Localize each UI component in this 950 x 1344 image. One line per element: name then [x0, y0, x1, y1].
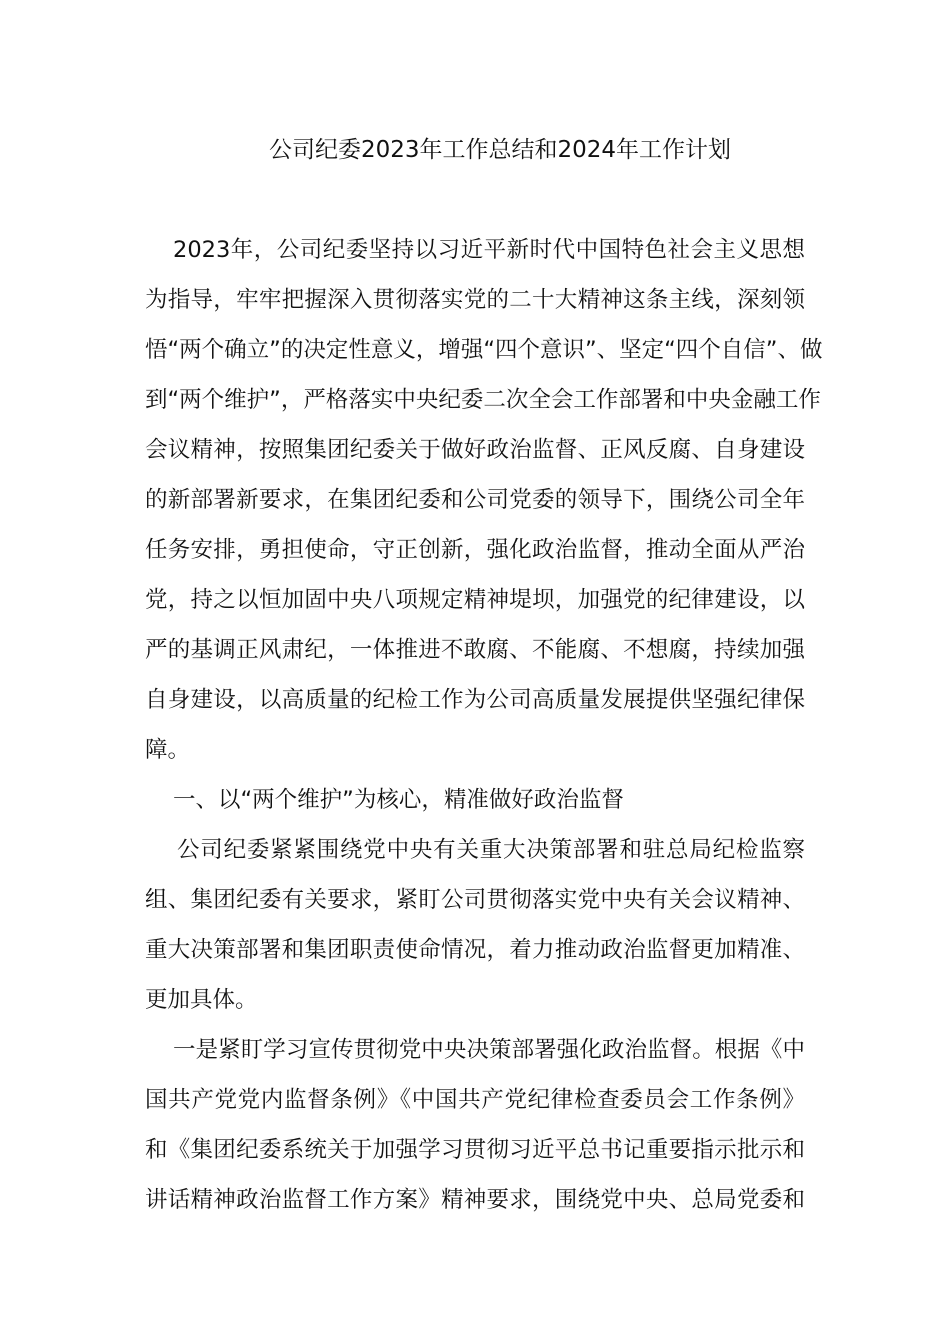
document-title: 公司纪委2023年工作总结和2024年工作计划 — [268, 137, 732, 163]
text-line: 自身建设，以高质量的纪检工作为公司高质量发展提供坚强纪律保 — [145, 687, 805, 713]
heading-line: 一、以“两个维护”为核心，精准做好政治监督 — [173, 787, 624, 813]
text-line: 讲话精神政治监督工作方案》精神要求，围绕党中央、总局党委和 — [145, 1187, 805, 1213]
text-line: 严的基调正风肃纪，一体推进不敢腐、不能腐、不想腐，持续加强 — [145, 637, 805, 663]
text-line: 一是紧盯学习宣传贯彻党中央决策部署强化政治监督。根据《中 — [173, 1037, 805, 1063]
text-line: 的新部署新要求，在集团纪委和公司党委的领导下，围绕公司全年 — [145, 487, 805, 513]
paragraph-intro — [145, 225, 823, 775]
text-line: 公司纪委紧紧围绕党中央有关重大决策部署和驻总局纪检监察 — [177, 837, 805, 863]
text-line: 为指导，牢牢把握深入贯彻落实党的二十大精神这条主线，深刻领 — [145, 287, 805, 313]
section-heading — [145, 775, 805, 825]
document-body — [145, 225, 823, 1225]
paragraph-item-1 — [145, 1025, 805, 1225]
text-line: 和《集团纪委系统关于加强学习贯彻习近平总书记重要指示批示和 — [145, 1137, 805, 1163]
paragraph-section-1 — [145, 825, 805, 1025]
text-line: 更加具体。 — [145, 987, 258, 1013]
text-line: 障。 — [145, 737, 191, 763]
text-line: 任务安排，勇担使命，守正创新，强化政治监督，推动全面从严治 — [145, 537, 805, 563]
text-line: 国共产党党内监督条例》《中国共产党纪律检查委员会工作条例》 — [145, 1087, 805, 1113]
text-line: 组、集团纪委有关要求，紧盯公司贯彻落实党中央有关会议精神、 — [145, 887, 805, 913]
text-line: 会议精神，按照集团纪委关于做好政治监督、正风反腐、自身建设 — [145, 437, 805, 463]
text-line: 重大决策部署和集团职责使命情况，着力推动政治监督更加精准、 — [145, 937, 805, 963]
text-line: 党，持之以恒加固中央八项规定精神堤坝，加强党的纪律建设，以 — [145, 587, 805, 613]
text-line: 2023年，公司纪委坚持以习近平新时代中国特色社会主义思想 — [173, 237, 805, 263]
text-line: 悟“两个确立”的决定性意义，增强“四个意识”、坚定“四个自信”、做 — [145, 337, 823, 363]
text-line: 到“两个维护”，严格落实中央纪委二次全会工作部署和中央金融工作 — [145, 387, 821, 413]
